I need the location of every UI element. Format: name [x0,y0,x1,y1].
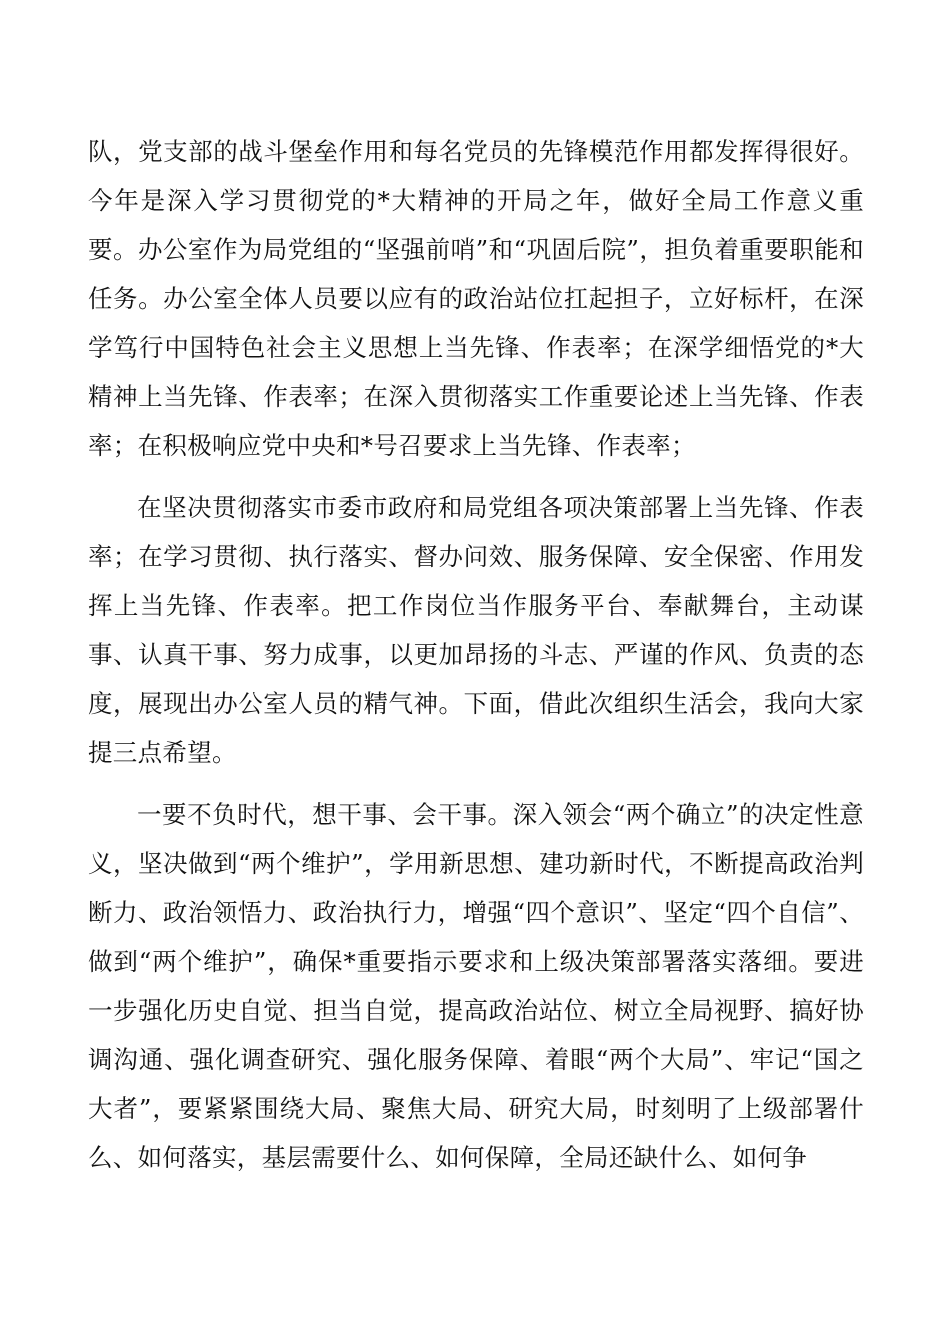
document-body [88,127,864,1182]
paragraph-gap [88,777,864,790]
paragraph-gap [88,470,864,483]
paragraph-3: 一要不负时代，想干事、会干事。深入领会“两个确立”的决定性意义，坚决做到“两个维护”，学用新思想、建功新时代，不断提高政治判断力、政治领悟力、政治执行力，增强“四个意识”、坚定“四个自信”、做到“两个维护”，确保*重要指示要求和上级决策部署落实落细。要进一步强化历史自觉、担当自觉，提高政治站位、树立全局视野、搞好协调沟通、强化调查研究、强化服务保障、着眼“两个大局”、牢记“国之大者”，要紧紧围绕大局、聚焦大局、研究大局，时刻明了上级部署什么、如何落实，基层需要什么、如何保障，全局还缺什么、如何争 [88,800,864,1172]
paragraph-1: 队，党支部的战斗堡垒作用和每名党员的先锋模范作用都发挥得很好。今年是深入学习贯彻党的*大精神的开局之年，做好全局工作意义重要。办公室作为局党组的“坚强前哨”和“巩固后院”，担负着重要职能和任务。办公室全体人员要以应有的政治站位扛起担子，立好标杆，在深学笃行中国特色社会主义思想上当先锋、作表率；在深学细悟党的*大精神上当先锋、作表率；在深入贯彻落实工作重要论述上当先锋、作表率；在积极响应党中央和*号召要求上当先锋、作表率； [88,137,864,460]
paragraph-2: 在坚决贯彻落实市委市政府和局党组各项决策部署上当先锋、作表率；在学习贯彻、执行落实、督办问效、服务保障、安全保密、作用发挥上当先锋、作表率。把工作岗位当作服务平台、奉献舞台，主动谋事、认真干事、努力成事，以更加昂扬的斗志、严谨的作风、负责的态度，展现出办公室人员的精气神。下面，借此次组织生活会，我向大家提三点希望。 [88,493,864,767]
